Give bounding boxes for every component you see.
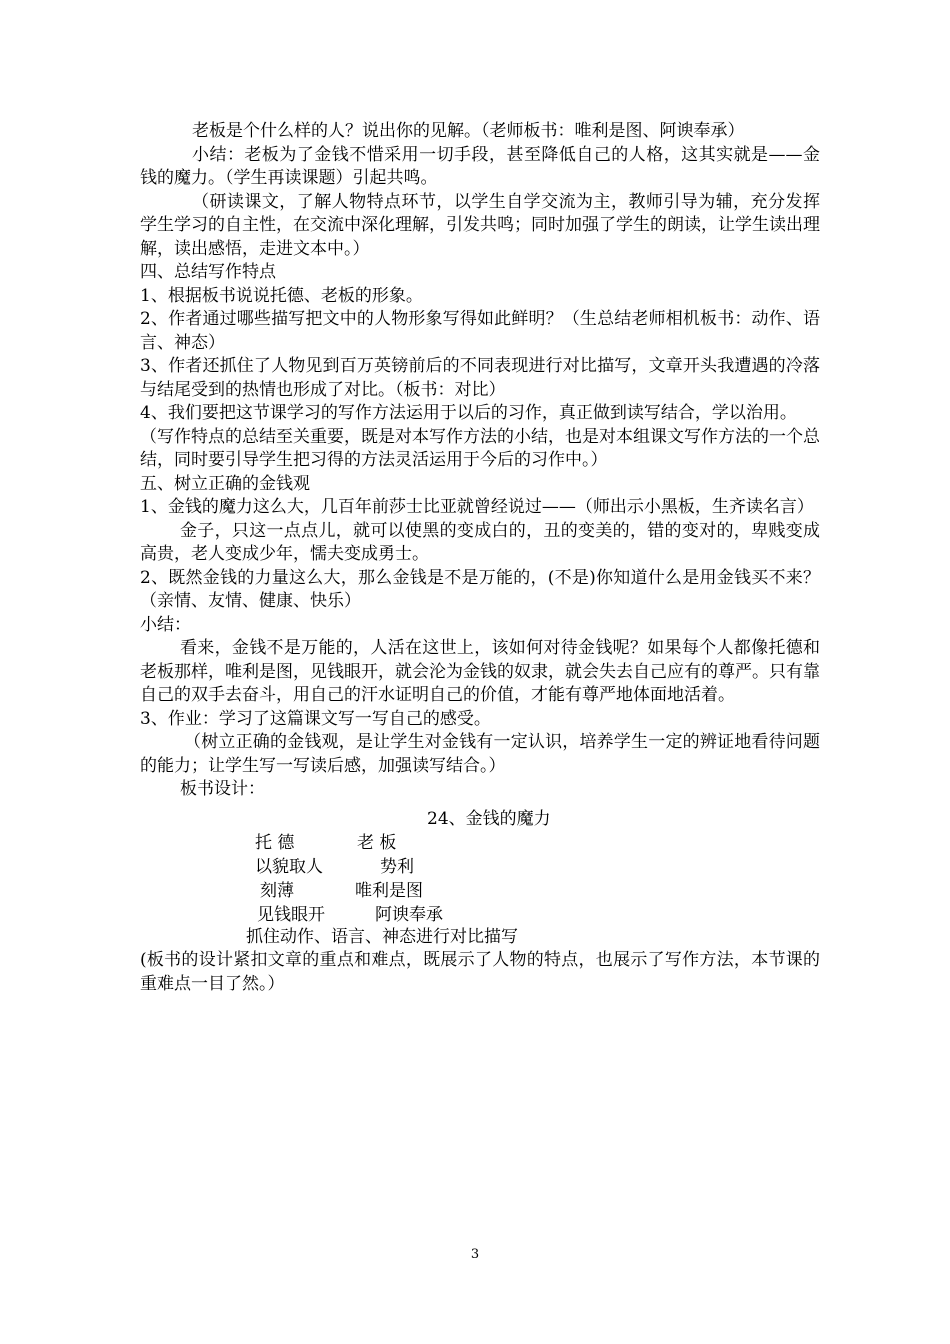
- paragraph-boss-summary: 小结：老板为了金钱不惜采用一切手段，甚至降低自己的人格，这其实就是——金钱的魔力。（学生再读课题）引起共鸣。: [140, 144, 820, 188]
- list-item: 2、作者通过哪些描写把文中的人物形象写得如此鲜明？（生总结老师相机板书：动作、语言、神态）: [140, 309, 820, 353]
- paragraph-boss-question: 老板是个什么样的人？说出你的见解。（老师板书：唯利是图、阿谀奉承）: [192, 121, 745, 141]
- board-col2-row1: 势利: [380, 856, 414, 877]
- list-item: 1、金钱的魔力这么大，几百年前莎士比亚就曾经说过——（师出示小黑板，生齐读名言）: [140, 497, 814, 517]
- board-col1-row1: 以貌取人: [255, 856, 323, 877]
- board-col1-row3: 见钱眼开: [257, 904, 325, 925]
- board-col1-row2: 刻薄: [260, 880, 294, 901]
- board-col2-head: 老 板: [357, 832, 397, 853]
- section-heading-4: 四、总结写作特点: [140, 262, 276, 282]
- list-item: 2、既然金钱的力量这么大，那么金钱是不是万能的，(不是)你知道什么是用金钱买不来？（亲情、友情、健康、快乐）: [140, 567, 820, 611]
- board-design-label: 板书设计：: [180, 779, 265, 799]
- list-item: 3、作业：学习了这篇课文写一写自己的感受。: [140, 708, 491, 729]
- board-title: 24、金钱的魔力: [427, 808, 551, 829]
- section-heading-5: 五、树立正确的金钱观: [140, 473, 310, 494]
- board-col2-row3: 阿谀奉承: [375, 904, 443, 925]
- money-view-note: （树立正确的金钱观，是让学生对金钱有一定认识，培养学生一定的辨证地看待问题的能力；让学生写一写读后感，加强读写结合。）: [140, 732, 820, 776]
- summary-label: 小结：: [140, 614, 191, 635]
- list-item: 4、我们要把这节课学习的写作方法运用于以后的习作，真正做到读写结合，学以治用。: [140, 403, 797, 423]
- board-design-note: (板书的设计紧扣文章的重点和难点，既展示了人物的特点，也展示了写作方法，本节课的重难点一目了然。）: [140, 950, 820, 994]
- list-item: 1、根据板书说说托德、老板的形象。: [140, 285, 423, 306]
- page-number: 3: [470, 1247, 480, 1262]
- paragraph-study-note: （研读课文，了解人物特点环节，以学生自学交流为主，教师引导为辅，充分发挥学生学习的自主性，在交流中深化理解，引发共鸣；同时加强了学生的朗读，让学生读出理解，读出感悟，走进文本中。）: [140, 191, 820, 259]
- document-body: [140, 120, 820, 996]
- board-col1-head: 托 德: [255, 832, 295, 853]
- list-item: 3、作者还抓住了人物见到百万英镑前后的不同表现进行对比描写，文章开头我遭遇的冷落与结尾受到的热情也形成了对比。（板书：对比）: [140, 356, 820, 400]
- shakespeare-quote: 金子，只这一点点儿，就可以使黑的变成白的，丑的变美的，错的变对的，卑贱变成高贵，老人变成少年，懦夫变成勇士。: [140, 520, 820, 564]
- blackboard-design: [140, 802, 820, 925]
- summary-paragraph: 看来，金钱不是万能的，人活在这世上，该如何对待金钱呢？如果每个人都像托德和老板那样，唯利是图，见钱眼开，就会沦为金钱的奴隶，就会失去自己应有的尊严。只有靠自己的双手去奋斗，用自己的汗水证明自己的价值，才能有尊严地体面地活着。: [140, 638, 820, 705]
- board-bottom-line: 抓住动作、语言、神态进行对比描写: [246, 926, 518, 947]
- board-col2-row2: 唯利是图: [355, 880, 423, 901]
- writing-note: （写作特点的总结至关重要，既是对本写作方法的小结，也是对本组课文写作方法的一个总结，同时要引导学生把习得的方法灵活运用于今后的习作中。）: [140, 426, 820, 470]
